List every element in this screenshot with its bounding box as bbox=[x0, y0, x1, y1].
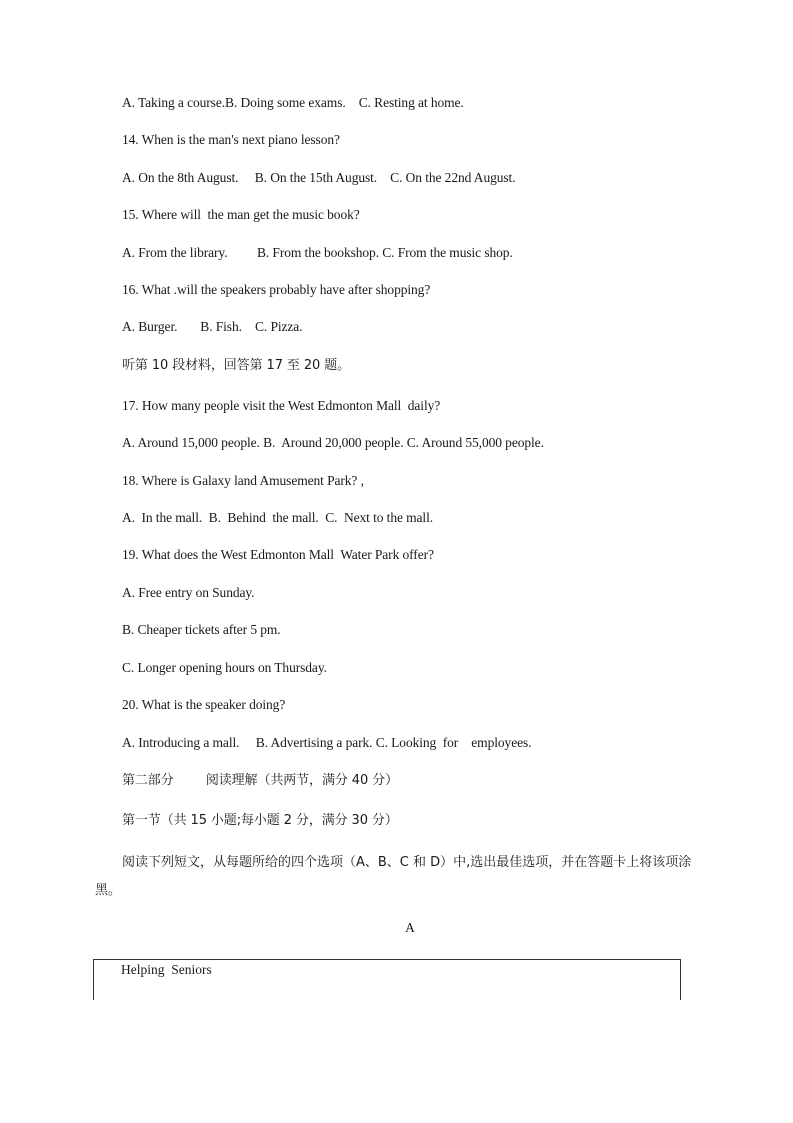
section-one-heading: 第一节（共 15 小题;每小题 2 分，满分 30 分） bbox=[122, 813, 398, 828]
part-two-heading: 第二部分 阅读理解（共两节，满分 40 分） bbox=[122, 773, 398, 788]
q19-option-c: C. Longer opening hours on Thursday. bbox=[122, 660, 327, 675]
q17-options: A. Around 15,000 people. B. Around 20,000 people. C. Around 55,000 people. bbox=[122, 435, 544, 450]
passage-title: Helping Seniors bbox=[121, 962, 212, 977]
q17-question: 17. How many people visit the West Edmonton Mall daily? bbox=[122, 398, 441, 413]
q16-question: 16. What .will the speakers probably have after shopping? bbox=[122, 282, 431, 297]
q19-question: 19. What does the West Edmonton Mall Water Park offer? bbox=[122, 547, 434, 562]
section-instruction-10: 听第 10 段材料，回答第 17 至 20 题。 bbox=[122, 358, 351, 373]
q13-options: A. Taking a course.B. Doing some exams. C. Resting at home. bbox=[122, 95, 464, 110]
q14-question: 14. When is the man's next piano lesson? bbox=[122, 132, 340, 147]
passage-box bbox=[93, 959, 681, 1000]
q20-question: 20. What is the speaker doing? bbox=[122, 697, 286, 712]
q19-option-b: B. Cheaper tickets after 5 pm. bbox=[122, 622, 281, 637]
passage-letter: A bbox=[405, 920, 415, 935]
q15-options: A. From the library. B. From the bookshop. C. From the music shop. bbox=[122, 245, 513, 260]
q20-options: A. Introducing a mall. B. Advertising a park. C. Looking for employees. bbox=[122, 735, 532, 750]
q19-option-a: A. Free entry on Sunday. bbox=[122, 585, 255, 600]
q16-options: A. Burger. B. Fish. C. Pizza. bbox=[122, 319, 303, 334]
q18-options: A. In the mall. B. Behind the mall. C. Next to the mall. bbox=[122, 510, 434, 525]
q15-question: 15. Where will the man get the music book? bbox=[122, 207, 360, 222]
q14-options: A. On the 8th August. B. On the 15th August. C. On the 22nd August. bbox=[122, 170, 516, 185]
q18-question: 18. Where is Galaxy land Amusement Park? , bbox=[122, 473, 364, 488]
reading-instructions: 阅读下列短文，从每题所给的四个选项（A、B、C 和 D）中,选出最佳选项，并在答题卡上将该项涂黑。 bbox=[95, 855, 692, 898]
